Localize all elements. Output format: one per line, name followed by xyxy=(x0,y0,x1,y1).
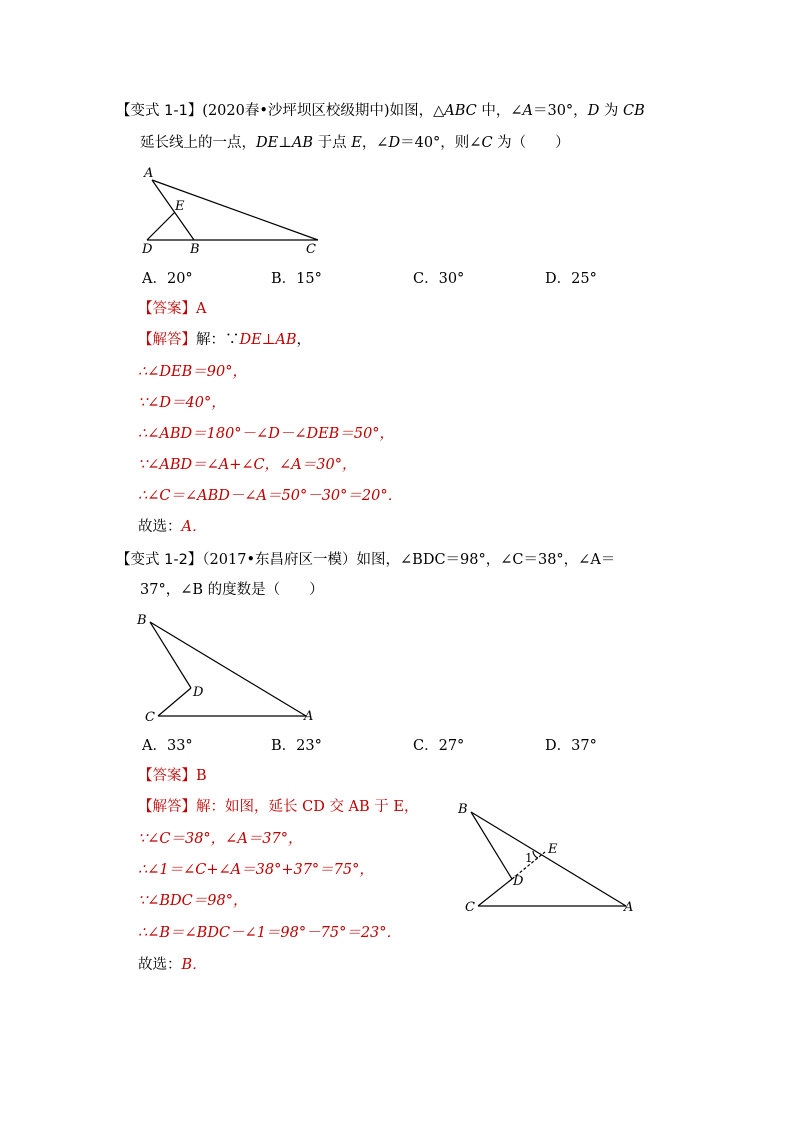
answer-value: A xyxy=(196,301,207,317)
solution-intro: 【解答】解：∵DE⊥AB， xyxy=(138,332,311,348)
question-source: （2017•东昌府区一模） xyxy=(202,552,357,568)
variant-tag: 【变式 1-2】 xyxy=(116,552,203,568)
solution-step: ∴∠DEB＝90°， xyxy=(138,364,247,380)
option-c[interactable]: C．27° xyxy=(413,738,465,754)
answer-tag: 【答案】 xyxy=(138,301,196,317)
label-B: B xyxy=(458,802,468,817)
label-B: B xyxy=(137,613,147,628)
solution-step: ∵∠BDC＝98°， xyxy=(138,893,248,909)
option-c[interactable]: C．30° xyxy=(413,271,465,287)
variant-tag: 【变式 1-1】 xyxy=(116,103,203,119)
solution-step: ∵∠ABD＝∠A+∠C，∠A＝30°， xyxy=(138,457,357,473)
label-B: B xyxy=(190,242,200,257)
segment-DC xyxy=(478,879,512,906)
solution-step: ∴∠1＝∠C+∠A＝38°+37°＝75°， xyxy=(138,862,374,878)
label-A: A xyxy=(624,900,634,915)
solution-tag: 【解答】 xyxy=(138,799,196,815)
segment-BA xyxy=(471,812,626,906)
label-angle-1: 1 xyxy=(525,851,533,865)
segment-BD xyxy=(471,812,512,879)
label-D: D xyxy=(193,685,204,700)
solution-intro: 【解答】解：如图，延长 CD 交 AB 于 E， xyxy=(138,799,419,815)
answer-value: B xyxy=(196,768,207,784)
label-E: E xyxy=(548,842,558,857)
label-A: A xyxy=(304,709,314,724)
label-E: E xyxy=(175,199,185,214)
choose-line: 故选：A． xyxy=(138,519,207,535)
solution-step: ∵∠C＝38°，∠A＝37°， xyxy=(138,831,303,847)
label-C: C xyxy=(306,242,316,257)
label-C: C xyxy=(465,900,475,915)
solution-step: ∴∠B＝∠BDC－∠1＝98°－75°＝23°． xyxy=(138,925,402,941)
option-b[interactable]: B．15° xyxy=(271,271,322,287)
option-d[interactable]: D．25° xyxy=(545,271,597,287)
question-1-line-2: 延长线上的一点，DE⊥AB 于点 E，∠D＝40°，则∠C 为（ ） xyxy=(140,135,570,151)
solution-step: ∴∠ABD＝180°－∠D－∠DEB＝50°， xyxy=(138,426,395,442)
label-D: D xyxy=(142,242,153,257)
question-2-line-2: 37°，∠B 的度数是（ ） xyxy=(140,582,324,598)
question-1-line-1: 【变式 1-1】(2020春•沙坪坝区校级期中)如图，△ABC 中，∠A＝30°，D 为 CB xyxy=(116,103,645,119)
label-D: D xyxy=(513,874,524,889)
option-a[interactable]: A．20° xyxy=(142,271,193,287)
choose-line: 故选：B． xyxy=(138,957,207,973)
option-d[interactable]: D．37° xyxy=(545,738,597,754)
question-2-line-1: 【变式 1-2】（2017•东昌府区一模）如图，∠BDC＝98°，∠C＝38°，∠A＝ xyxy=(116,552,616,568)
solution-step: ∵∠D＝40°， xyxy=(138,395,226,411)
label-A: A xyxy=(144,166,154,181)
question-source: (2020春•沙坪坝区校级期中) xyxy=(202,103,390,119)
answer-tag: 【答案】 xyxy=(138,768,196,784)
label-C: C xyxy=(145,710,155,725)
solution-step: ∴∠C＝∠ABD－∠A＝50°－30°＝20°． xyxy=(138,488,403,504)
option-a[interactable]: A．33° xyxy=(142,738,193,754)
option-b[interactable]: B．23° xyxy=(271,738,322,754)
solution-tag: 【解答】 xyxy=(138,332,196,348)
